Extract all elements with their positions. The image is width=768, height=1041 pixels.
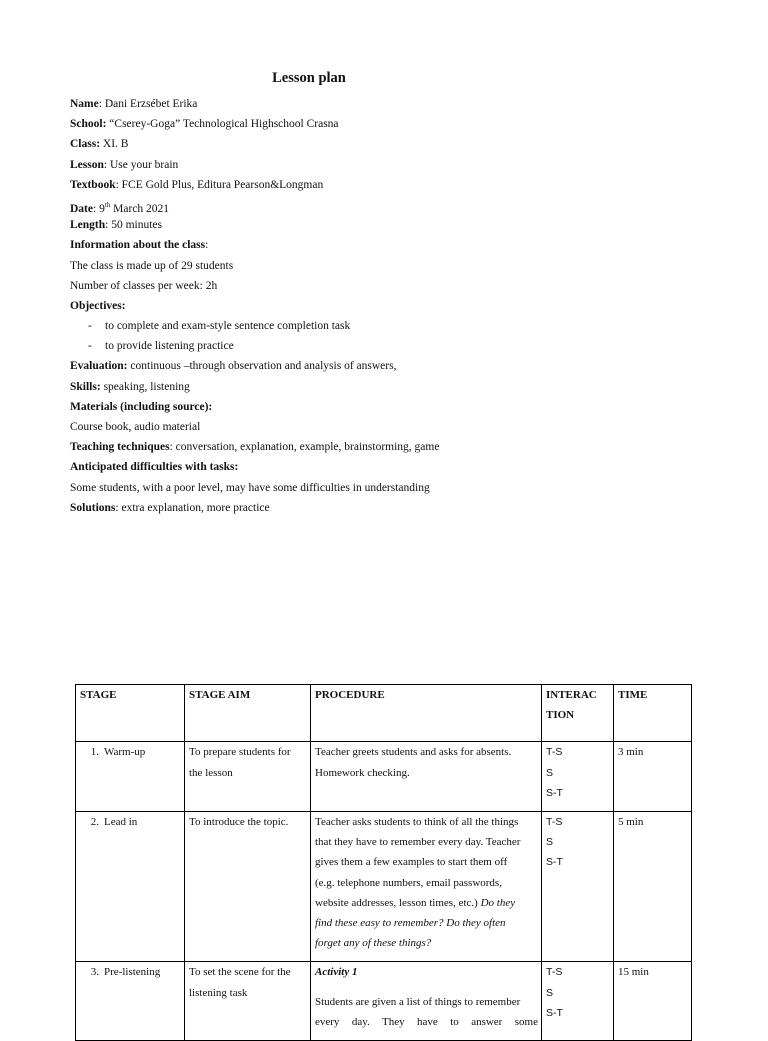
aim-text: To prepare students for — [189, 746, 291, 759]
skills-label: Skills: — [70, 380, 101, 393]
procedure-cell — [311, 812, 542, 962]
skills-value: speaking, listening — [100, 380, 190, 393]
interaction-cell — [542, 962, 614, 1041]
aim-text: the lesson — [189, 766, 233, 779]
procedure-text: Students are given a list of things to remember — [315, 995, 521, 1008]
stage-name: Warm-up — [104, 746, 146, 759]
class-line — [70, 134, 710, 154]
document-title: Lesson plan — [272, 70, 346, 86]
table-header-row — [76, 685, 692, 742]
techniques-value: : conversation, explanation, example, brainstorming, game — [169, 441, 440, 454]
aim-cell — [185, 812, 311, 962]
skills-line — [70, 377, 710, 397]
interaction-text: S-T — [546, 856, 563, 869]
evaluation-label: Evaluation: — [70, 360, 128, 373]
procedure-text — [315, 893, 538, 913]
aim-text: To set the scene for the — [189, 966, 291, 979]
name-line — [70, 94, 710, 114]
header-procedure: PROCEDURE — [311, 685, 542, 742]
difficulties-value: Some students, with a poor level, may have some difficulties in understanding — [70, 481, 430, 494]
stage-cell — [76, 812, 185, 962]
textbook-label: Textbook — [70, 178, 116, 191]
interaction-text: S — [546, 986, 554, 999]
date-month-year: March 2021 — [110, 202, 170, 215]
lesson-label: Lesson — [70, 158, 104, 171]
time-cell: 15 min — [614, 962, 692, 1041]
objective-item — [70, 336, 710, 356]
date-value: : 9 — [93, 202, 105, 215]
interaction-cell — [542, 742, 614, 812]
length-line — [70, 215, 710, 235]
procedure-cell — [311, 742, 542, 812]
aim-cell — [185, 962, 311, 1041]
stage-number: 3. — [90, 966, 99, 979]
header-interaction — [542, 685, 614, 742]
textbook-value: : FCE Gold Plus, Editura Pearson&Longman — [115, 178, 324, 191]
procedure-text: Teacher asks students to think of all the things — [315, 816, 519, 829]
name-value: : Dani Erzsébet Erika — [98, 98, 198, 110]
evaluation-value: continuous –through observation and analysis of answers, — [127, 360, 397, 373]
procedure-text: (e.g. telephone numbers, email passwords, — [315, 876, 502, 889]
table-row — [76, 962, 692, 1041]
school-line — [70, 114, 710, 134]
materials-value: Course book, audio material — [70, 421, 201, 433]
stage-name: Lead in — [104, 816, 138, 829]
difficulties-label: Anticipated difficulties with tasks: — [70, 461, 239, 474]
class-info-colon: : — [205, 239, 209, 252]
techniques-line — [70, 437, 710, 457]
interaction-text: S — [546, 766, 554, 779]
bullet-dash: - — [88, 320, 92, 333]
procedure-question: Do they — [480, 896, 516, 909]
stage-number: 1. — [90, 746, 99, 759]
class-info-label: Information about the class — [70, 239, 206, 252]
procedure-text: Homework checking. — [315, 766, 410, 779]
stage-name: Pre-listening — [104, 966, 161, 979]
lesson-stages-table — [75, 684, 692, 1041]
solutions-line — [70, 498, 710, 518]
solutions-label: Solutions — [70, 501, 116, 514]
procedure-text: that they have to remember every day. Teacher — [315, 836, 521, 849]
header-interaction-part-2: TION — [546, 709, 575, 722]
activity-title: Activity 1 — [315, 966, 358, 979]
header-stage: STAGE — [76, 685, 185, 742]
class-info-line-1: The class is made up of 29 students — [70, 259, 234, 272]
interaction-text: T-S — [546, 746, 563, 759]
stage-number: 2. — [90, 816, 99, 829]
procedure-text-plain: website addresses, lesson times, etc.) — [315, 896, 481, 909]
date-superscript: th — [104, 200, 111, 209]
objective-text: to provide listening practice — [105, 340, 234, 353]
stage-cell — [76, 742, 185, 812]
interaction-text: S-T — [546, 786, 563, 799]
class-info-line-2: Number of classes per week: 2h — [70, 279, 218, 292]
table-row — [76, 742, 692, 812]
time-cell: 3 min — [614, 742, 692, 812]
class-info-heading — [70, 235, 710, 255]
interaction-text: T-S — [546, 816, 563, 829]
procedure-question: find these easy to remember? Do they often — [315, 917, 506, 930]
length-label: Length — [70, 219, 106, 232]
interaction-text: T-S — [546, 966, 563, 979]
procedure-text: gives them a few examples to start them off — [315, 856, 508, 869]
evaluation-line — [70, 356, 710, 376]
procedure-cell — [311, 962, 542, 1041]
lesson-value: : Use your brain — [103, 158, 179, 171]
header-time: TIME — [614, 685, 692, 742]
stage-cell — [76, 962, 185, 1041]
class-value: XI. B — [100, 138, 129, 151]
bullet-dash: - — [88, 340, 92, 353]
procedure-question: forget any of these things? — [315, 937, 432, 950]
objective-text: to complete and exam-style sentence completion task — [105, 320, 351, 333]
class-label: Class: — [70, 138, 101, 151]
aim-text: To introduce the topic. — [189, 816, 289, 829]
materials-label: Materials (including source): — [70, 400, 213, 413]
date-label: Date — [70, 202, 93, 215]
school-value: “Cserey-Goga” Technological Highschool Crasna — [106, 118, 339, 131]
textbook-line — [70, 175, 710, 195]
lesson-info — [70, 94, 710, 518]
interaction-text: S — [546, 836, 554, 849]
header-interaction-part-1: INTERAC — [546, 689, 597, 701]
objective-item — [70, 316, 710, 336]
techniques-label: Teaching techniques — [70, 441, 170, 454]
solutions-value: : extra explanation, more practice — [115, 501, 270, 514]
interaction-text: S-T — [546, 1006, 563, 1019]
aim-text: listening task — [189, 986, 248, 999]
date-line — [70, 195, 710, 215]
school-label: School: — [70, 118, 107, 131]
lesson-line — [70, 155, 710, 175]
length-value: : 50 minutes — [105, 219, 163, 232]
objectives-label: Objectives: — [70, 299, 126, 312]
procedure-text: Teacher greets students and asks for absents. — [315, 746, 512, 759]
header-stage-aim: STAGE AIM — [185, 685, 311, 742]
name-label: Name — [70, 98, 99, 110]
procedure-text: every day. They have to answer some — [315, 1015, 538, 1028]
table-row — [76, 812, 692, 962]
interaction-cell — [542, 812, 614, 962]
time-cell: 5 min — [614, 812, 692, 962]
aim-cell — [185, 742, 311, 812]
